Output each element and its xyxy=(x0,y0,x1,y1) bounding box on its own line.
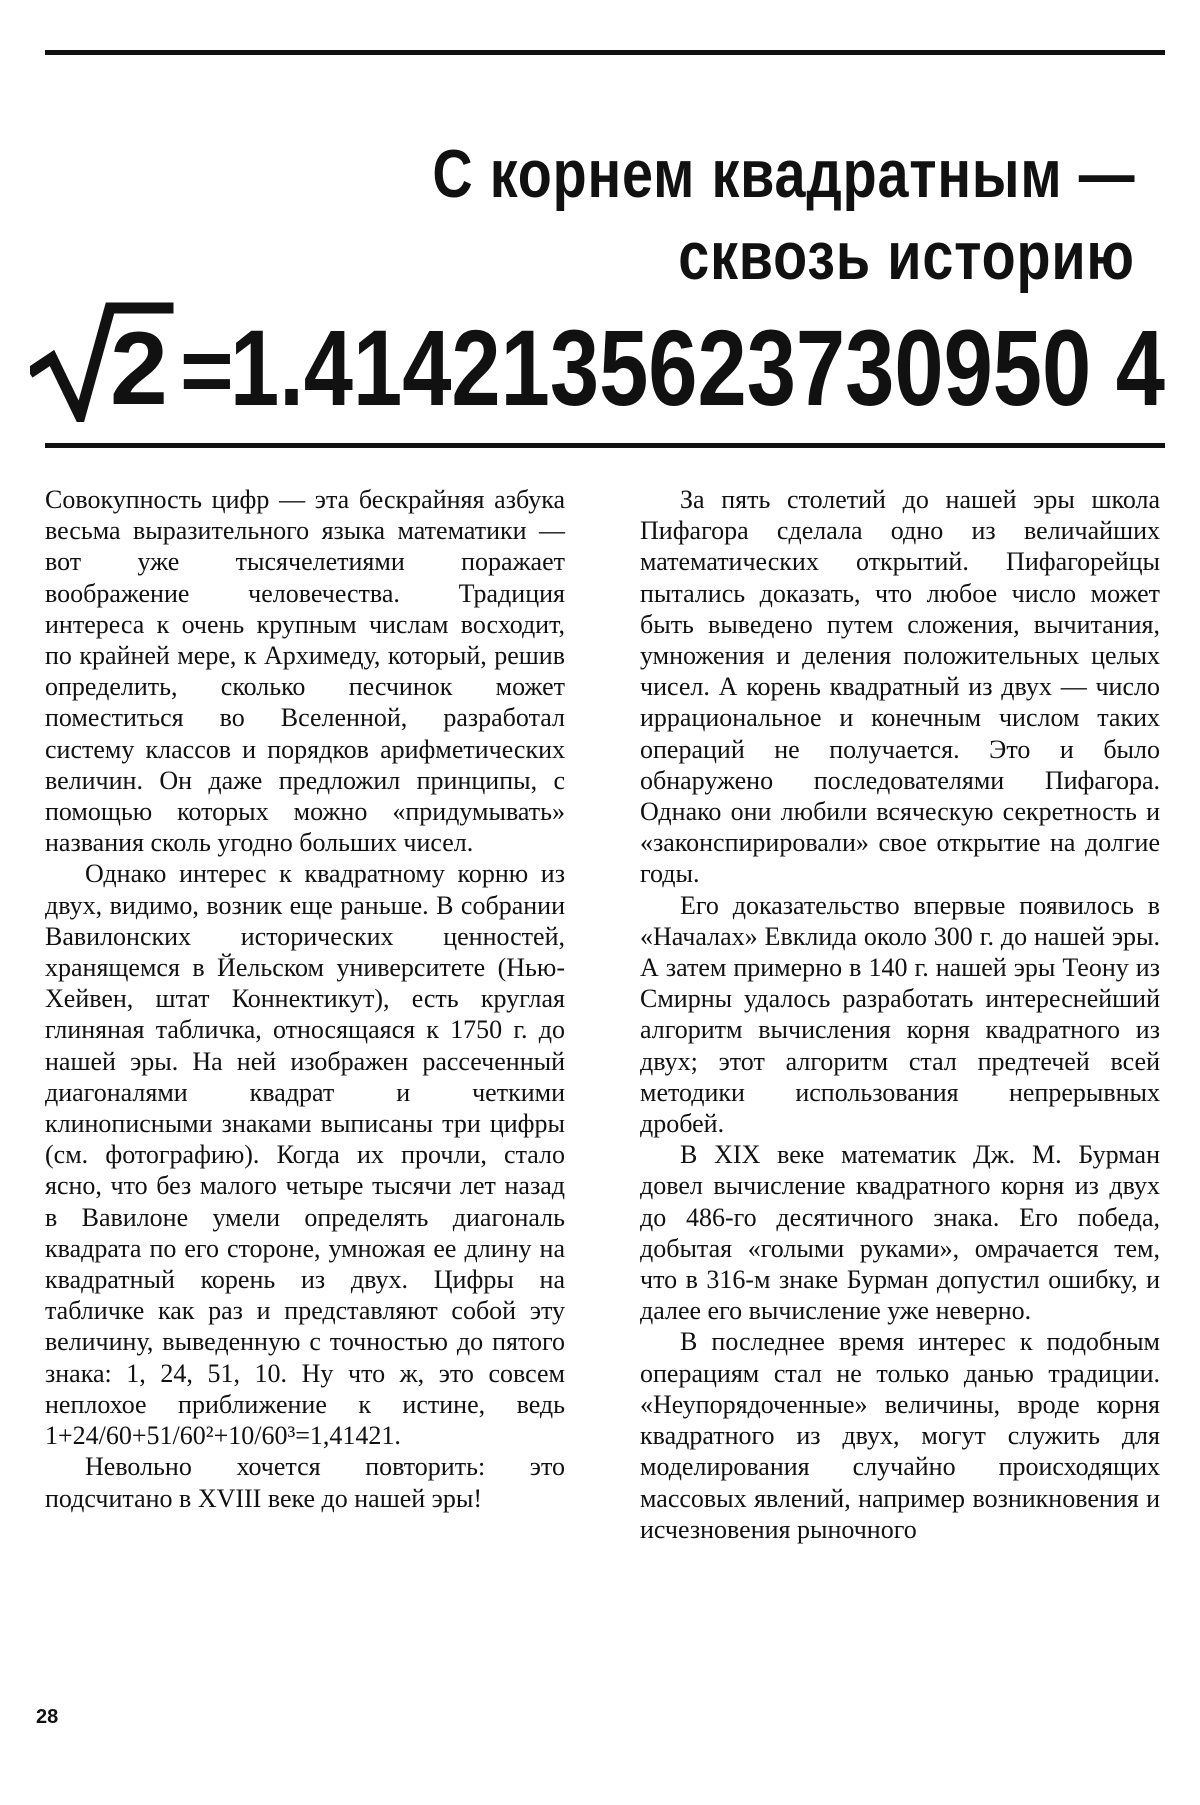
left-column xyxy=(45,484,565,1514)
page-number: 28 xyxy=(36,1706,59,1728)
formula-value: 1.4142135623730950 4 xyxy=(230,307,1165,422)
paragraph: За пять столетий до нашей эры школа Пифагора сделала одно из величайших математических открытий. Пифагорейцы пытались доказать, что любое число может быть выведено путем сложения, вычитания, умножения и деления положительных целых чисел. А корень квадратный из двух — число иррациональное и конечным числом таких операций не получается. Это и было обнаружено последователями Пифагора. Однако они любили всяческую секретность и «законспирировали» свое открытие на долгие годы. xyxy=(640,485,1160,889)
paragraph: В последнее время интерес к подобным операциям стал не только данью традиции. «Неупорядоченные» величины, вроде корня квадратного из двух, могут служить для моделирования случайно происходящих массовых явлений, например возникновения и исчезновения рыночного xyxy=(640,1327,1160,1544)
formula-radicand: 2 xyxy=(110,311,168,422)
bottom-rule xyxy=(45,443,1165,448)
article-title-line-2: сквозь историю xyxy=(678,218,1135,294)
paragraph: Невольно хочется повторить: это подсчитано в XVIII веке до нашей эры! xyxy=(45,1452,565,1513)
sqrt2-formula xyxy=(30,292,1170,422)
right-column xyxy=(640,484,1160,1545)
paragraph: Однако интерес к квадратному корню из двух, видимо, возник еще раньше. В собрании Вавилонских исторических ценностей, хранящемся в Йельском университете (Нью-Хейвен, штат Коннектикут), есть круглая глиняная табличка, относящаяся к 1750 г. до нашей эры. На ней изображен рассеченный диагоналями квадрат и четкими клинописными знаками выписаны три цифры (см. фотографию). Когда их прочли, стало ясно, что без малого четыре тысячи лет назад в Вавилоне умели определять диагональ квадрата по его стороне, умножая ее длину на квадратный корень из двух. Цифры на табличке как раз и представляют собой эту величину, выведенную с точностью до пятого знака: 1, 24, 51, 10. Ну что ж, это совсем неплохое приближение к истине, ведь 1+24/60+51/60²+10/60³=1,41421. xyxy=(45,859,565,1451)
paragraph: В XIX веке математик Дж. М. Бурман довел вычисление квадратного корня из двух до 486-го десятичного знака. Его победа, добытая «голыми руками», омрачается тем, что в 316-м знаке Бурман допустил ошибку, и далее его вычисление уже неверно. xyxy=(640,1140,1160,1326)
top-rule xyxy=(45,50,1165,55)
formula-equals: = xyxy=(180,320,234,422)
article-title-line-1: С корнем квадратным — xyxy=(431,136,1135,212)
paragraph: Его доказательство впервые появилось в «Началах» Евклида около 300 г. до нашей эры. А затем примерно в 140 г. нашей эры Теону из Смирны удалось разработать интереснейший алгоритм вычисления корня квадратного из двух; этот алгоритм стал предтечей всей методики использования непрерывных дробей. xyxy=(640,890,1160,1139)
paragraph: Совокупность цифр — эта бескрайняя азбука весьма выразительного языка математики — вот уже тысячелетиями поражает воображение человечества. Традиция интереса к очень крупным числам восходит, по крайней мере, к Архимеду, который, решив определить, сколько песчинок может поместиться во Вселенной, разработал систему классов и порядков арифметических величин. Он даже предложил принципы, с помощью которых можно «придумывать» названия сколь угодно больших чисел. xyxy=(45,485,565,858)
